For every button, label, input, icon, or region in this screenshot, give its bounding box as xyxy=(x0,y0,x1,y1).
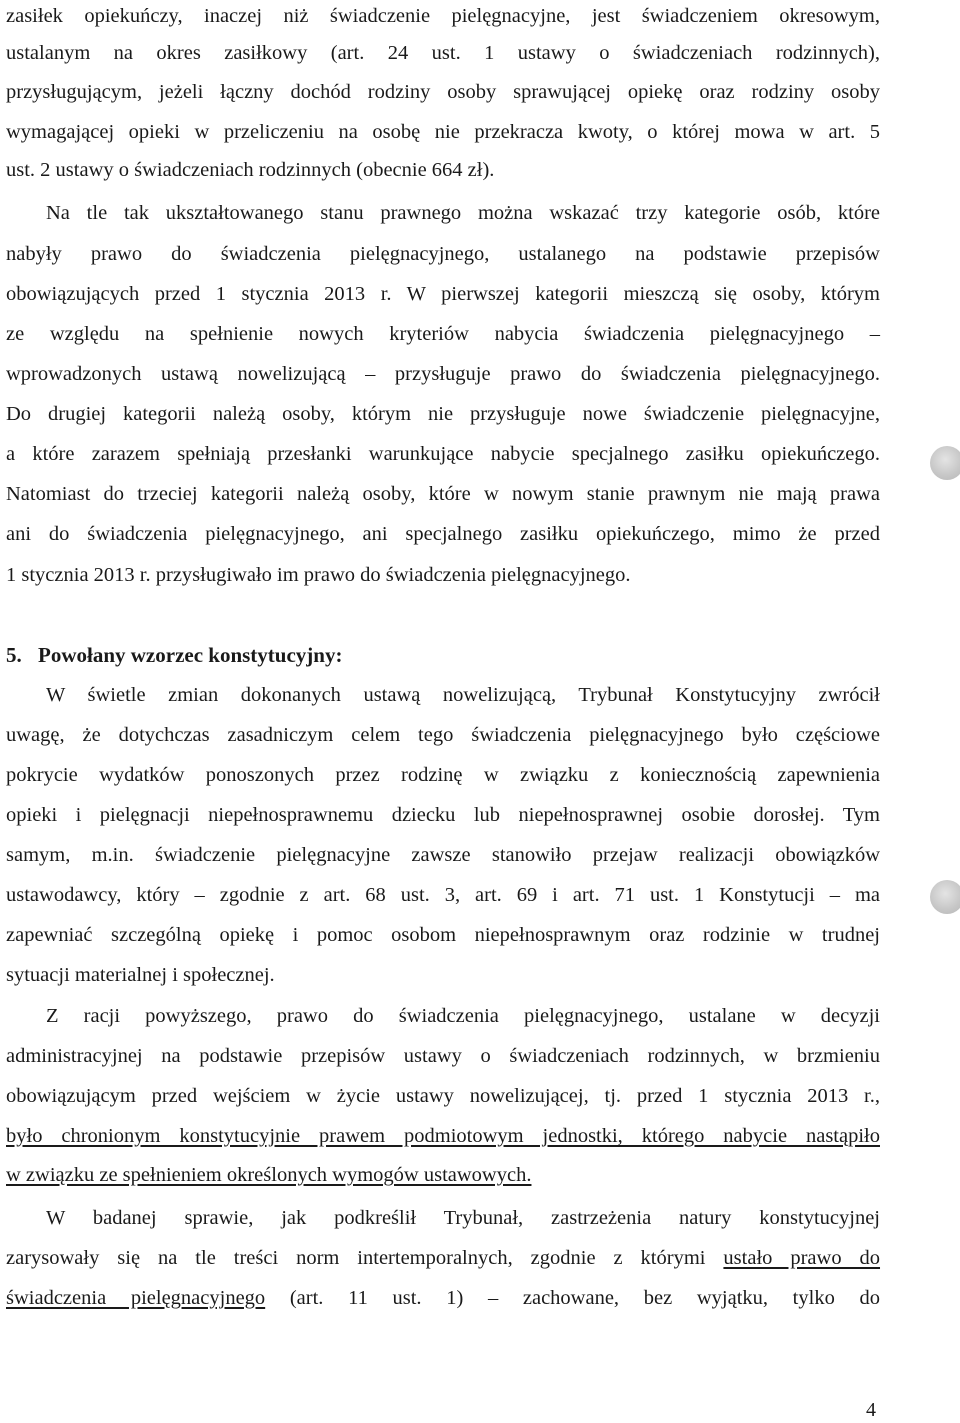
underlined-text-line xyxy=(6,1163,880,1187)
text-line: Z racji powyższego, prawo do świadczenia pielęgnacyjnego, ustalane w decyzji xyxy=(46,1005,880,1027)
text-line: opieki i pielęgnacji niepełnosprawnemu dziecku lub niepełnosprawnej osobie dorosłej. Tym xyxy=(6,804,880,826)
text-line xyxy=(6,1286,880,1310)
text-line: obowiązujących przed 1 stycznia 2013 r. W pierwszej kategorii mieszczą się osoby, którym xyxy=(6,283,880,305)
text-line: Natomiast do trzeciej kategorii należą osoby, które w nowym stanie prawnym nie mają prawa xyxy=(6,483,880,505)
text-span: zarysowały się na tle treści norm intertemporalnych, zgodnie z którymi xyxy=(6,1247,706,1269)
punch-hole xyxy=(930,880,960,914)
text-line: a które zarazem spełniają przesłanki warunkujące nabycie specjalnego zasiłku opiekuńczego. xyxy=(6,443,880,465)
text-line: administracyjnej na podstawie przepisów ustawy o świadczeniach rodzinnych, w brzmieniu xyxy=(6,1045,880,1067)
text-line: obowiązującym przed wejściem w życie ustawy nowelizującej, tj. przed 1 stycznia 2013 r., xyxy=(6,1085,880,1107)
text-line: 1 stycznia 2013 r. przysługiwało im prawo do świadczenia pielęgnacyjnego. xyxy=(6,564,631,586)
text-line: pokrycie wydatków ponoszonych przez rodzinę w związku z koniecznością zapewnienia xyxy=(6,764,880,786)
text-line: ani do świadczenia pielęgnacyjnego, ani specjalnego zasiłku opiekuńczego, mimo że przed xyxy=(6,523,880,545)
text-line: Do drugiej kategorii należą osoby, którym nie przysługuje nowe świadczenie pielęgnacyjne, xyxy=(6,403,880,425)
text-line: W świetle zmian dokonanych ustawą nowelizującą, Trybunał Konstytucyjny zwrócił xyxy=(46,684,880,706)
underlined-text: w związku ze spełnieniem określonych wymogów ustawowych. xyxy=(6,1164,532,1186)
text-line: Na tle tak ukształtowanego stanu prawnego można wskazać trzy kategorie osób, które xyxy=(46,202,880,224)
text-line: samym, m.in. świadczenie pielęgnacyjne zawsze stanowiło przejaw realizacji obowiązków xyxy=(6,844,880,866)
text-span: (art. 11 ust. 1) – zachowane, bez wyjątku, tylko do xyxy=(289,1287,880,1309)
underlined-text: ustało prawo do xyxy=(723,1247,881,1269)
page-number: 4 xyxy=(866,1399,876,1421)
text-line: ustalanym na okres zasiłkowy (art. 24 ust. 1 ustawy o świadczeniach rodzinnych), xyxy=(6,42,880,64)
section-number: 5. xyxy=(6,643,22,667)
text-line: zasiłek opiekuńczy, inaczej niż świadczenie pielęgnacyjne, jest świadczeniem okresowym, xyxy=(6,5,880,27)
text-line: nabyły prawo do świadczenia pielęgnacyjnego, ustalanego na podstawie przepisów xyxy=(6,243,880,265)
text-line: ustawodawcy, który – zgodnie z art. 68 ust. 3, art. 69 i art. 71 ust. 1 Konstytucji – ma xyxy=(6,884,880,906)
text-line: wymagającej opieki w przeliczeniu na osobę nie przekracza kwoty, o której mowa w art. 5 xyxy=(6,121,880,143)
punch-hole xyxy=(930,446,960,480)
underlined-text: świadczenia pielęgnacyjnego xyxy=(6,1287,266,1309)
text-line: wprowadzonych ustawą nowelizującą – przysługuje prawo do świadczenia pielęgnacyjnego. xyxy=(6,363,880,385)
text-line xyxy=(6,1246,880,1270)
text-line: sytuacji materialnej i społecznej. xyxy=(6,964,275,986)
text-line: przysługującym, jeżeli łączny dochód rodziny osoby sprawującej opiekę oraz rodziny osoby xyxy=(6,81,880,103)
text-line: uwagę, że dotychczas zasadniczym celem tego świadczenia pielęgnacyjnego było częściowe xyxy=(6,724,880,746)
section-title: Powołany wzorzec konstytucyjny: xyxy=(38,643,343,667)
text-line: ust. 2 ustawy o świadczeniach rodzinnych (obecnie 664 zł). xyxy=(6,159,495,181)
underlined-text-line: było chronionym konstytucyjnie prawem podmiotowym jednostki, którego nabycie nastąpiło xyxy=(6,1125,880,1147)
section-heading xyxy=(6,643,342,667)
text-line: ze względu na spełnienie nowych kryteriów nabycia świadczenia pielęgnacyjnego – xyxy=(6,323,880,345)
text-line: zapewniać szczególną opiekę i pomoc osobom niepełnosprawnym oraz rodzinie w trudnej xyxy=(6,924,880,946)
text-line: W badanej sprawie, jak podkreślił Trybunał, zastrzeżenia natury konstytucyjnej xyxy=(46,1207,880,1229)
